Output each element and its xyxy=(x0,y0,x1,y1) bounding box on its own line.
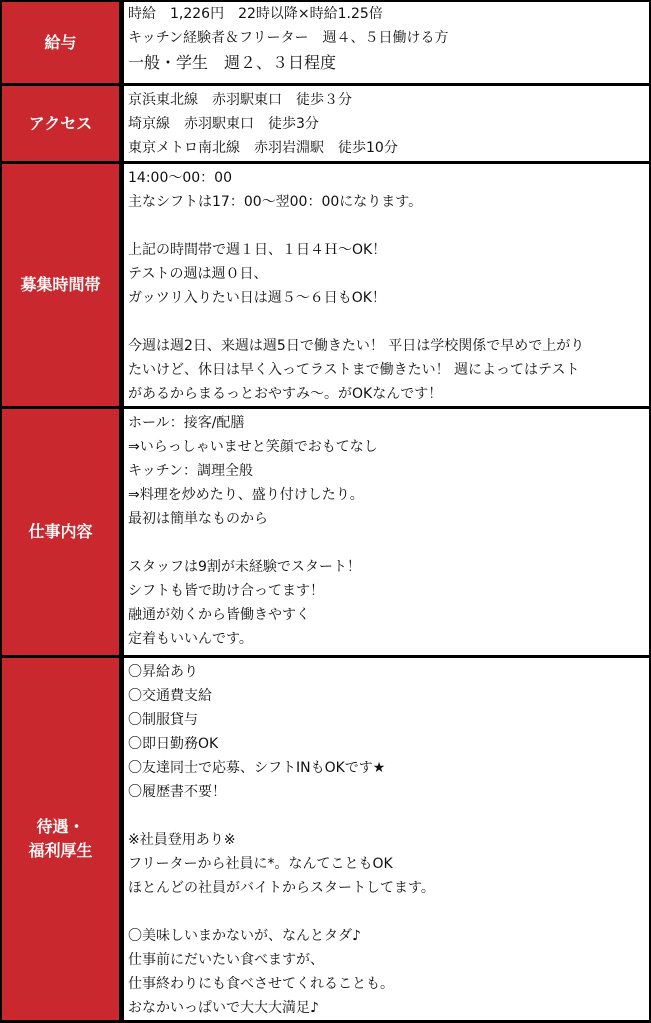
row-label xyxy=(2,86,119,161)
info-row xyxy=(2,2,649,83)
row-label xyxy=(2,658,119,1020)
content-line: 14:00〜00：00 xyxy=(128,170,232,186)
content-line: ⇒料理を炒めたり、盛り付けしたり。 xyxy=(128,487,364,503)
blank-line xyxy=(128,804,649,828)
row-label xyxy=(2,2,119,83)
content-line: 主なシフトは17：00〜翌00：00になります。 xyxy=(128,194,423,210)
content-line: 埼京線 赤羽駅東口 徒歩3分 xyxy=(128,116,319,132)
content-line: スタッフは9割が未経験でスタート！ xyxy=(128,559,361,575)
content-line: 今週は週2日、来週は週5日で働きたい！ 平日は学校関係で早めで上がり xyxy=(128,338,585,354)
content-line: 上記の時間帯で週１日、１日４Ｈ〜OK！ xyxy=(128,242,387,258)
content-line: ホール：接客/配膳 xyxy=(128,415,245,431)
content-line: キッチン経験者＆フリーター 週４、５日働ける方 xyxy=(128,30,449,46)
content-line: ガッツリ入りたい日は週５〜６日もOK！ xyxy=(128,290,386,306)
info-row xyxy=(2,86,649,161)
row-content xyxy=(124,409,649,655)
content-line: 最初は簡単なものから xyxy=(128,511,268,527)
row-content xyxy=(124,164,649,406)
row-label-text: 仕事内容 xyxy=(28,522,93,541)
content-line: 〇即日勤務OK xyxy=(128,736,219,752)
blank-line xyxy=(128,531,649,555)
row-content xyxy=(124,86,649,161)
content-line: 京浜東北線 赤羽駅東口 徒歩３分 xyxy=(128,92,352,108)
job-info-table xyxy=(2,0,649,1023)
content-line: 定着もいいんです。 xyxy=(128,631,253,647)
info-row xyxy=(2,658,649,1020)
row-label xyxy=(2,164,119,406)
content-line: 融通が効くから皆働きやすく xyxy=(128,607,310,623)
content-line: ほとんどの社員がバイトからスタートしてます。 xyxy=(128,880,435,896)
content-line: 時給 1,226円 22時以降×時給1.25倍 xyxy=(128,6,383,22)
content-line: おなかいっぱいで大大大満足♪ xyxy=(128,1000,319,1016)
content-line: ⇒いらっしゃいませと笑顔でおもてなし xyxy=(128,439,378,455)
content-line: シフトも皆で助け合ってます！ xyxy=(128,583,324,599)
row-label-text: アクセス xyxy=(28,113,93,133)
content-line: 〇履歴書不要！ xyxy=(128,784,226,800)
content-line: ※社員登用あり※ xyxy=(128,832,236,848)
content-line: 一般・学生 週２、３日程度 xyxy=(128,53,337,72)
row-label xyxy=(2,409,119,655)
content-line: 〇友達同士で応募、シフトINもOKです★ xyxy=(128,760,386,776)
blank-line xyxy=(128,310,649,334)
content-line: 仕事終わりにも食べさせてくれることも。 xyxy=(128,976,394,992)
row-content xyxy=(124,658,649,1020)
content-line: たいけど、休日は早く入ってラストまで働きたい！ 週によってはテスト xyxy=(128,362,580,378)
content-line: 〇制服貸与 xyxy=(128,712,198,728)
info-row xyxy=(2,164,649,406)
content-line: があるからまるっとおやすみ〜。がOKなんです！ xyxy=(128,386,443,402)
blank-line xyxy=(128,900,649,924)
row-label-text: 募集時間帯 xyxy=(20,275,101,294)
info-row xyxy=(2,409,649,655)
blank-line xyxy=(128,214,649,238)
content-line: フリーターから社員に*。なんてこともOK xyxy=(128,856,393,872)
row-content xyxy=(124,2,649,83)
content-line: 〇昇給あり xyxy=(128,664,198,680)
content-line: 東京メトロ南北線 赤羽岩淵駅 徒歩10分 xyxy=(128,140,398,156)
content-line: 仕事前にだいたい食べますが、 xyxy=(128,952,324,968)
content-line: 〇交通費支給 xyxy=(128,688,212,704)
content-line: キッチン：調理全般 xyxy=(128,463,254,479)
row-label-text: 福利厚生 xyxy=(28,841,93,860)
content-line: 〇美味しいまかないが、なんとタダ♪ xyxy=(128,928,361,944)
row-label-text: 給与 xyxy=(44,32,77,52)
row-label-text: 待遇・ xyxy=(36,817,85,836)
content-line: テストの週は週０日、 xyxy=(128,266,268,282)
